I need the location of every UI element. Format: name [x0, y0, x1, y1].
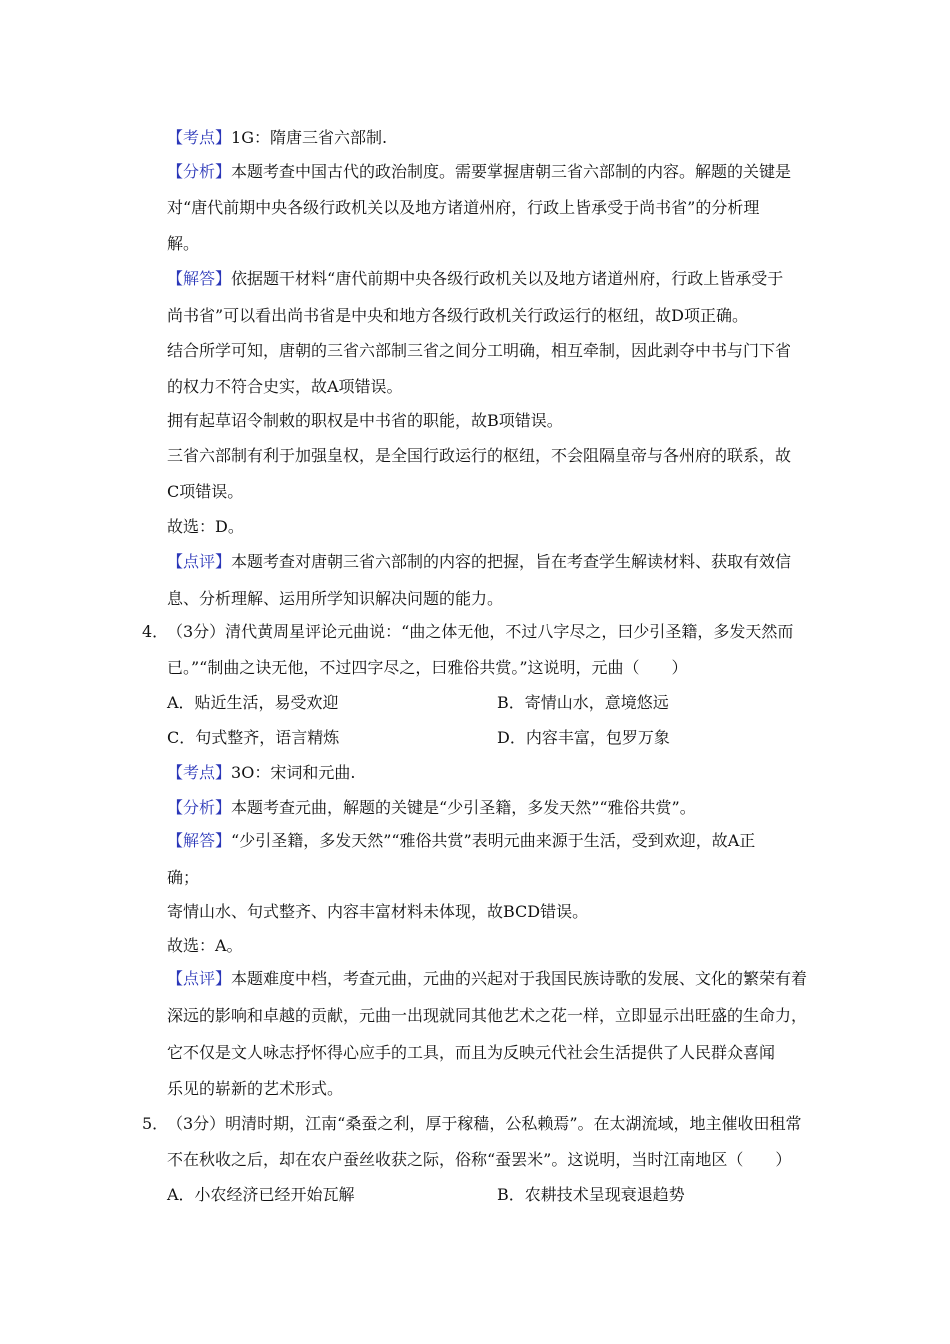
q5-stem-line-2: 不在秋收之后，却在农户蚕丝收获之际，俗称“蚕罢米”。这说明，当时江南地区（ ） [167, 1150, 792, 1169]
q4-dianping-line-3: 它不仅是文人咏志抒怀得心应手的工具，而且为反映元代社会生活提供了人民群众喜闻 [167, 1043, 776, 1062]
q4-jieda-line [167, 830, 755, 852]
q3-dianping-line [167, 551, 791, 573]
q4-dianping-line-4: 乐见的崭新的艺术形式。 [167, 1079, 344, 1098]
q3-jieda-line-5: 拥有起草诏令制敕的职权是中书省的职能，故B项错误。 [167, 411, 563, 430]
q3-fenxi-line-2: 对“唐代前期中央各级行政机关以及地方诸道州府，行政上皆承受于尚书省”的分析理 [167, 198, 760, 217]
q4-dianping-text: 本题难度中档，考查元曲，元曲的兴起对于我国民族诗歌的发展、文化的繁荣有着 [231, 969, 808, 988]
q4-jieda-line-2: 确； [167, 868, 200, 887]
q4-stem-line-1: （3分）清代黄周星评论元曲说：“曲之体无他，不过八字尽之，曰少引圣籍，多发天然而 [167, 622, 794, 641]
q5-stem-line-1: （3分）明清时期，江南“桑蚕之利，厚于稼穑，公私赖焉”。在太湖流域，地主催收田租常 [167, 1114, 802, 1133]
q4-dianping-line [167, 968, 807, 990]
q3-jieda-line-4: 的权力不符合史实，故A项错误。 [167, 377, 403, 396]
q3-jieda-line [167, 268, 783, 290]
q4-kaodian-line [167, 762, 355, 784]
q3-dianping-text: 本题考查对唐朝三省六部制的内容的把握，旨在考查学生解读材料、获取有效信 [231, 552, 792, 571]
kaodian-tag: 【考点】 [167, 128, 232, 147]
q3-fenxi-text: 本题考查中国古代的政治制度。需要掌握唐朝三省六部制的内容。解题的关键是 [231, 162, 792, 181]
kaodian-tag: 【考点】 [167, 763, 232, 782]
dianping-tag: 【点评】 [167, 969, 232, 988]
jieda-tag: 【解答】 [167, 831, 232, 850]
q5-option-a: A．小农经济已经开始瓦解 [167, 1185, 355, 1204]
q3-jieda-line-6: 三省六部制有利于加强皇权，是全国行政运行的枢纽，不会阻隔皇帝与各州府的联系，故 [167, 446, 792, 465]
q4-jieda-text: “少引圣籍，多发天然”“雅俗共赏”表明元曲来源于生活，受到欢迎，故A正 [231, 831, 756, 850]
q4-jieda-line-3: 寄情山水、句式整齐、内容丰富材料未体现，故BCD错误。 [167, 902, 589, 921]
q5-number: 5． [142, 1114, 169, 1133]
q3-jieda-text: 依据题干材料“唐代前期中央各级行政机关以及地方诸道州府，行政上皆承受于 [231, 269, 784, 288]
q3-answer: 故选：D。 [167, 517, 244, 536]
q4-answer: 故选：A。 [167, 936, 243, 955]
fenxi-tag: 【分析】 [167, 162, 232, 181]
q3-fenxi-line [167, 161, 791, 183]
q4-fenxi-line [167, 797, 696, 819]
q3-jieda-line-3: 结合所学可知，唐朝的三省六部制三省之间分工明确，相互牵制，因此剥夺中书与门下省 [167, 341, 792, 360]
fenxi-tag: 【分析】 [167, 798, 232, 817]
q3-dianping-line-2: 息、分析理解、运用所学知识解决问题的能力。 [167, 589, 504, 608]
q4-fenxi-text: 本题考查元曲，解题的关键是“少引圣籍，多发天然”“雅俗共赏”。 [231, 798, 696, 817]
q5-option-b: B．农耕技术呈现衰退趋势 [497, 1185, 685, 1204]
q3-kaodian-line [167, 127, 387, 149]
dianping-tag: 【点评】 [167, 552, 232, 571]
q4-option-d: D．内容丰富，包罗万象 [497, 728, 670, 747]
q4-stem-line-2: 已。”“制曲之诀无他，不过四字尽之，曰雅俗共赏。”这说明，元曲（ ） [167, 658, 688, 677]
q3-jieda-line-7: C项错误。 [167, 482, 244, 501]
q4-option-a: A．贴近生活，易受欢迎 [167, 693, 339, 712]
q4-option-b: B．寄情山水，意境悠远 [497, 693, 669, 712]
q3-jieda-line-2: 尚书省”可以看出尚书省是中央和地方各级行政机关行政运行的枢纽，故D项正确。 [167, 306, 749, 325]
q4-kaodian-text: 3O：宋词和元曲. [231, 763, 356, 782]
q3-fenxi-line-3: 解。 [167, 234, 200, 253]
jieda-tag: 【解答】 [167, 269, 232, 288]
q4-number: 4． [142, 622, 169, 641]
q3-kaodian-text: 1G：隋唐三省六部制. [231, 128, 388, 147]
q4-option-c: C．句式整齐，语言精炼 [167, 728, 340, 747]
q4-dianping-line-2: 深远的影响和卓越的贡献，元曲一出现就同其他艺术之花一样，立即显示出旺盛的生命力， [167, 1006, 808, 1025]
